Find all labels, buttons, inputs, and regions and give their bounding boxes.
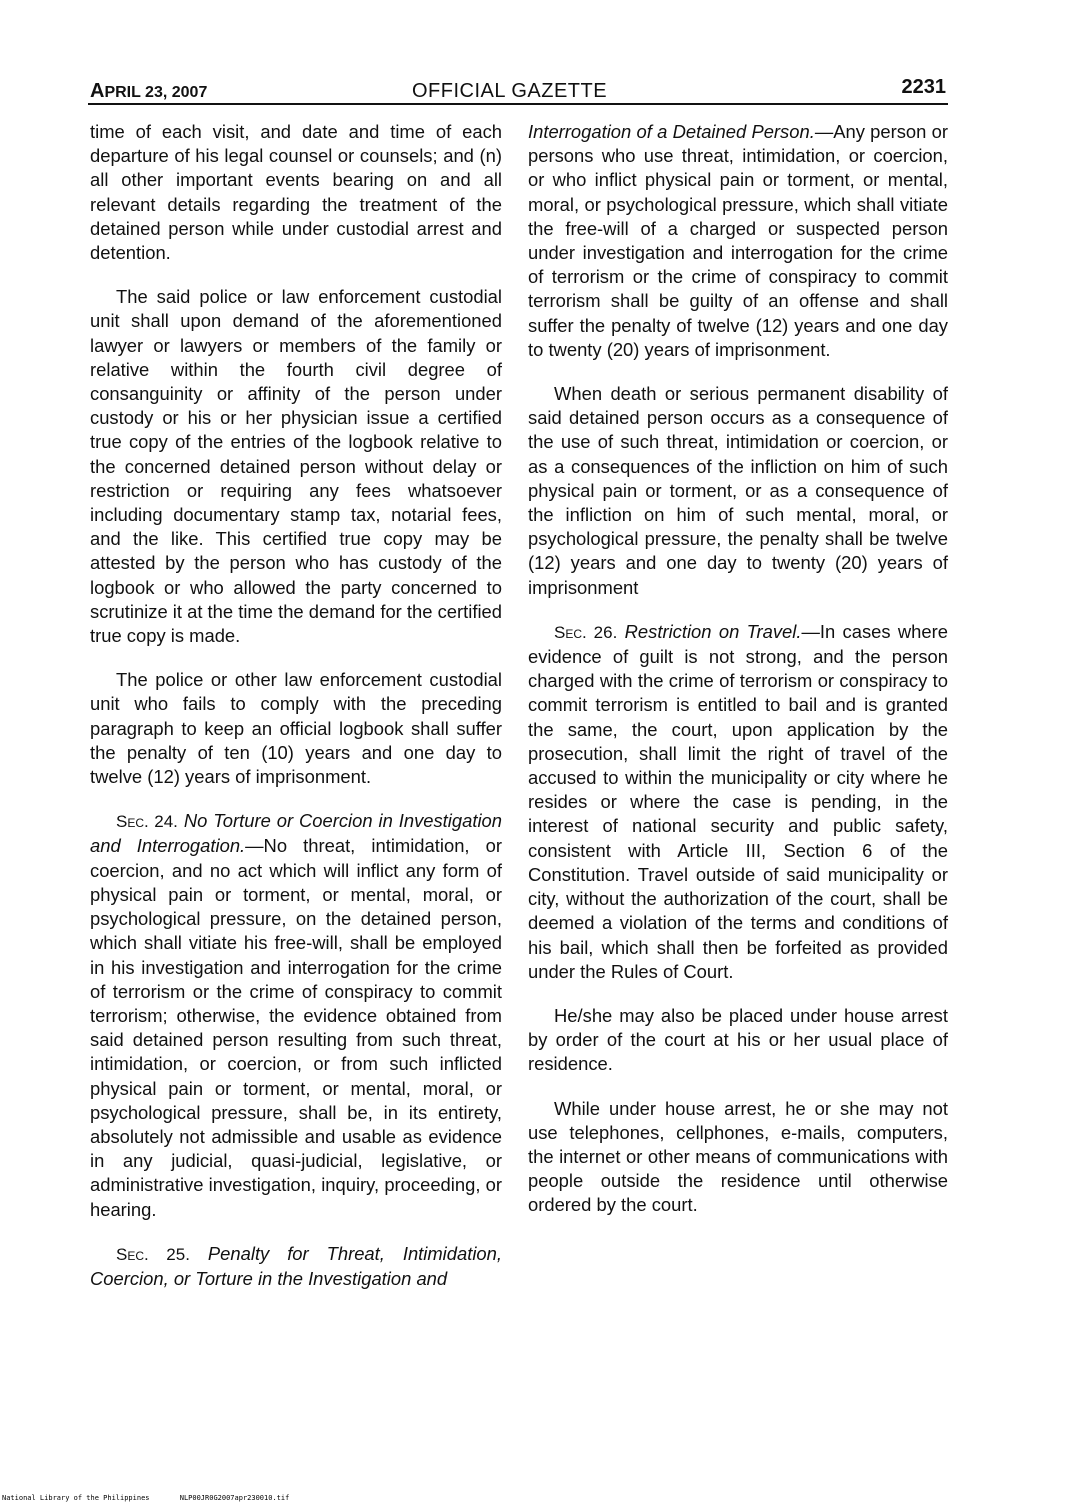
page-header bbox=[90, 76, 950, 106]
section-25-continued bbox=[528, 120, 948, 362]
header-rule bbox=[88, 103, 948, 105]
library-credit: National Library of the Philippines bbox=[2, 1494, 150, 1502]
left-column bbox=[90, 120, 502, 1311]
section-25-title-continued: Interrogation of a Detained Person. bbox=[528, 121, 815, 142]
paragraph-house-arrest: He/she may also be placed under house arrest by order of the court at his or her usual place of residence. bbox=[528, 1004, 948, 1075]
scan-footer bbox=[2, 1494, 315, 1502]
section-25-label: Sec. 25. bbox=[116, 1244, 190, 1264]
paragraph-death-disability: When death or serious permanent disability of said detained person occurs as a consequence of the use of such threat, intimidation or coercion, or as a consequences of the infliction on him of such physical pain or torment, or as a consequence of the infliction on him of such mental, moral, or psychological pressure, the penalty shall be twelve (12) years and one day to twenty (20) years of imprisonment bbox=[528, 383, 948, 598]
issue-date: APRIL 23, 2007 bbox=[90, 80, 208, 102]
section-26-body: —In cases where evidence of guilt is not strong, and the person charged with the crime of terrorism or conspiracy to commit terrorism is entitled to bail and is granted the same, the court, upon application by the prosecution, shall limit the right of travel of the accused to within the municipality or city where he resides or where the case is pending, in the interest of national security and public safety, consistent with Article III, Section 6 of the Constitution. Travel outside of said municipality or city, without the authorization of the court, shall be deemed a violation of the terms and conditions of his bail, which shall then be forfeited as provided under the Rules of Court. bbox=[528, 620, 948, 982]
section-26-label: Sec. 26. bbox=[554, 622, 618, 642]
section-26 bbox=[528, 620, 948, 984]
section-24-title: No Torture or Coercion in Investigation and Interrogation. bbox=[90, 810, 502, 857]
publication-title: OFFICIAL GAZETTE bbox=[412, 80, 608, 102]
paragraph-certified-copy: The said police or law enforcement custodial unit shall upon demand of the aforementioned lawyer or lawyers or members of the family or relative within the fourth civil degree of consanguinity or affinity of the person under custody or his or her physician issue a certified true copy of the entries of the logbook relative to the concerned detained person without delay or restriction or requiring any fees whatsoever including documentary stamp tax, notarial fees, and the like. This certified true copy may be attested by the person who has custody of the logbook or who allowed the party concerned to scrutinize it at the time the demand for the certified true copy is made. bbox=[90, 286, 502, 647]
scan-filename: NLP00JR0G2007apr230010.tif bbox=[179, 1494, 290, 1502]
section-24-body: —No threat, intimidation, or coercion, and no act which will inflict any form of physical pain or torment, or mental, moral, or psychological pressure, on the detained person, which shall vitiate his free-will, shall be employed in his investigation and interrogation for the crime of terrorism or the crime of conspiracy to commit terrorism; otherwise, the evidence obtained from said detained person resulting from such threat, intimidation, or coercion, or from such inflicted physical pain or torment, or mental, moral, or psychological pressure, shall be, in its entirety, absolutely not admissible and usable as evidence in any judicial, quasi-judicial, legislative, or administrative investigation, inquiry, proceeding, or hearing. bbox=[90, 835, 502, 1220]
section-25-body: —Any person or persons who use threat, intimidation, or coercion, or who inflict physical pain or torment, or mental, moral, or psychological pressure, which shall vitiate the free-will of a charged or suspected person under investigation and interrogation for the crime of terrorism or the crime of conspiracy to commit terrorism shall be guilty of an offense and shall suffer the penalty of twelve (12) years and one day to twenty (20) years of imprisonment. bbox=[528, 121, 948, 360]
section-25-title: Penalty for Threat, Intimidation, Coercion, or Torture in the Investigation and bbox=[90, 1242, 502, 1289]
right-column bbox=[528, 120, 948, 1238]
section-24-label: Sec. 24. bbox=[116, 812, 178, 832]
section-24 bbox=[90, 809, 502, 1221]
paragraph-house-arrest-restrictions: While under house arrest, he or she may not use telephones, cellphones, e-mails, computers, the internet or other means of communications with people outside the residence until otherwise ordered by the court. bbox=[528, 1097, 948, 1216]
paragraph-logbook-continued: time of each visit, and date and time of each departure of his legal counsel or counsels; and (n) all other important events bearing on and all relevant details regarding the treatment of the detained person while under custodial arrest and detention. bbox=[90, 121, 502, 264]
page-number: 2231 bbox=[901, 76, 946, 98]
paragraph-logbook-penalty: The police or other law enforcement custodial unit who fails to comply with the preceding paragraph to keep an official logbook shall suffer the penalty of ten (10) years and one day to twelve (12) years of imprisonment. bbox=[90, 669, 502, 788]
section-25-start bbox=[90, 1242, 502, 1291]
section-26-title: Restriction on Travel. bbox=[624, 620, 802, 642]
